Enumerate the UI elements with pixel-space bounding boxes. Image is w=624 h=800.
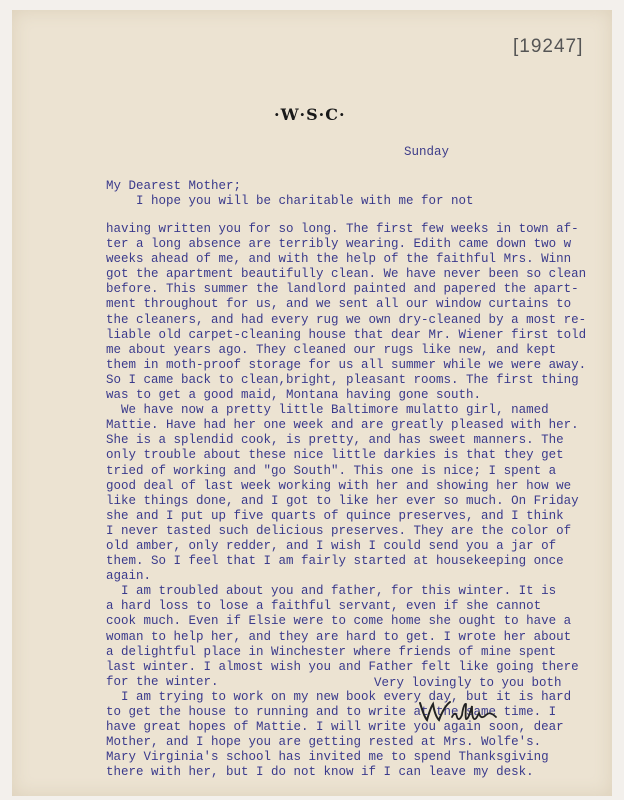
body-line: woman to help her, and they are hard to get. I wrote her about [106, 629, 572, 644]
body-line: She is a splendid cook, is pretty, and has sweet manners. The [106, 433, 564, 448]
letter-page [12, 10, 612, 796]
closing: Very lovingly to you both [374, 676, 562, 690]
body-line: the cleaners, and had every rug we own dry-cleaned by a most re- [106, 312, 587, 327]
body-line: last winter. I almost wish you and Father felt like going there [106, 659, 579, 674]
body-line: I am troubled about you and father, for this winter. It is [106, 584, 557, 599]
body-line: weeks ahead of me, and with the help of the faithful Mrs. Winn [106, 252, 572, 267]
body-line: like things done, and I got to like her ever so much. On Friday [106, 493, 579, 508]
letter-body [106, 222, 586, 780]
letterhead-monogram: ·W·S·C· [274, 105, 346, 124]
body-line: liable old carpet-cleaning house that dear Mr. Wiener first told [106, 327, 587, 342]
body-line: before. This summer the landlord painted and papered the apart- [106, 282, 579, 297]
body-line: ment throughout for us, and we sent all our window curtains to [106, 297, 572, 312]
salutation: My Dearest Mother; [106, 179, 242, 193]
body-line: for the winter. [106, 674, 219, 689]
body-line: Mattie. Have had her one week and are greatly pleased with her. [106, 418, 579, 433]
body-line: I never tasted such delicious preserves. They are the color of [106, 523, 572, 538]
body-line: to get the house to running and to write at the same time. I [106, 705, 557, 719]
body-line: having written you for so long. The first few weeks in town af- [106, 222, 579, 236]
body-line: she and I put up five quarts of quince preserves, and I think [106, 508, 564, 523]
date-line: Sunday [404, 145, 450, 159]
body-line: a hard loss to lose a faithful servant, even if she cannot [106, 599, 542, 614]
body-line: tried of working and "go South". This one is nice; I spent a [106, 463, 557, 478]
body-line: me about years ago. They cleaned our rugs like new, and kept [106, 342, 557, 357]
body-line: only trouble about these nice little darkies is that they get [106, 448, 564, 463]
body-line: ter a long absence are terribly wearing. Edith came down two w [106, 237, 572, 252]
body-line: I am trying to work on my new book every day, but it is hard [106, 689, 572, 704]
body-line: again. [106, 569, 152, 584]
body-line: them. So I feel that I am fairly started at housekeeping once [106, 554, 564, 569]
body-line: So I came back to clean,bright, pleasant rooms. The first thing [106, 372, 579, 387]
body-line: old amber, only redder, and I wish I could send you a jar of [106, 538, 557, 553]
body-line: them in moth-proof storage for us all summer while we were away. [106, 357, 587, 372]
body-line: was to get a good maid, Montana having gone south. [106, 388, 482, 403]
body-line: a delightful place in Winchester where friends of mine spent [106, 644, 557, 659]
body-line: good deal of last week working with her and showing her how we [106, 478, 572, 493]
body-line: have great hopes of Mattie. I will write you again soon, dear [106, 720, 564, 735]
body-line: Mary Virginia's school has invited me to spend Thanksgiving [106, 750, 549, 765]
body-line: Mother, and I hope you are getting rested at Mrs. Wolfe's. [106, 735, 542, 750]
body-line: got the apartment beautifully clean. We have never been so clean [106, 267, 587, 282]
opening-line: I hope you will be charitable with me for not [106, 194, 474, 208]
handwritten-signature [416, 695, 506, 725]
body-line: cook much. Even if Elsie were to come home she ought to have a [106, 614, 572, 629]
body-line: there with her, but I do not know if I can leave my desk. [106, 765, 534, 780]
archive-number: [19247] [513, 36, 584, 57]
body-line: We have now a pretty little Baltimore mulatto girl, named [106, 403, 549, 418]
